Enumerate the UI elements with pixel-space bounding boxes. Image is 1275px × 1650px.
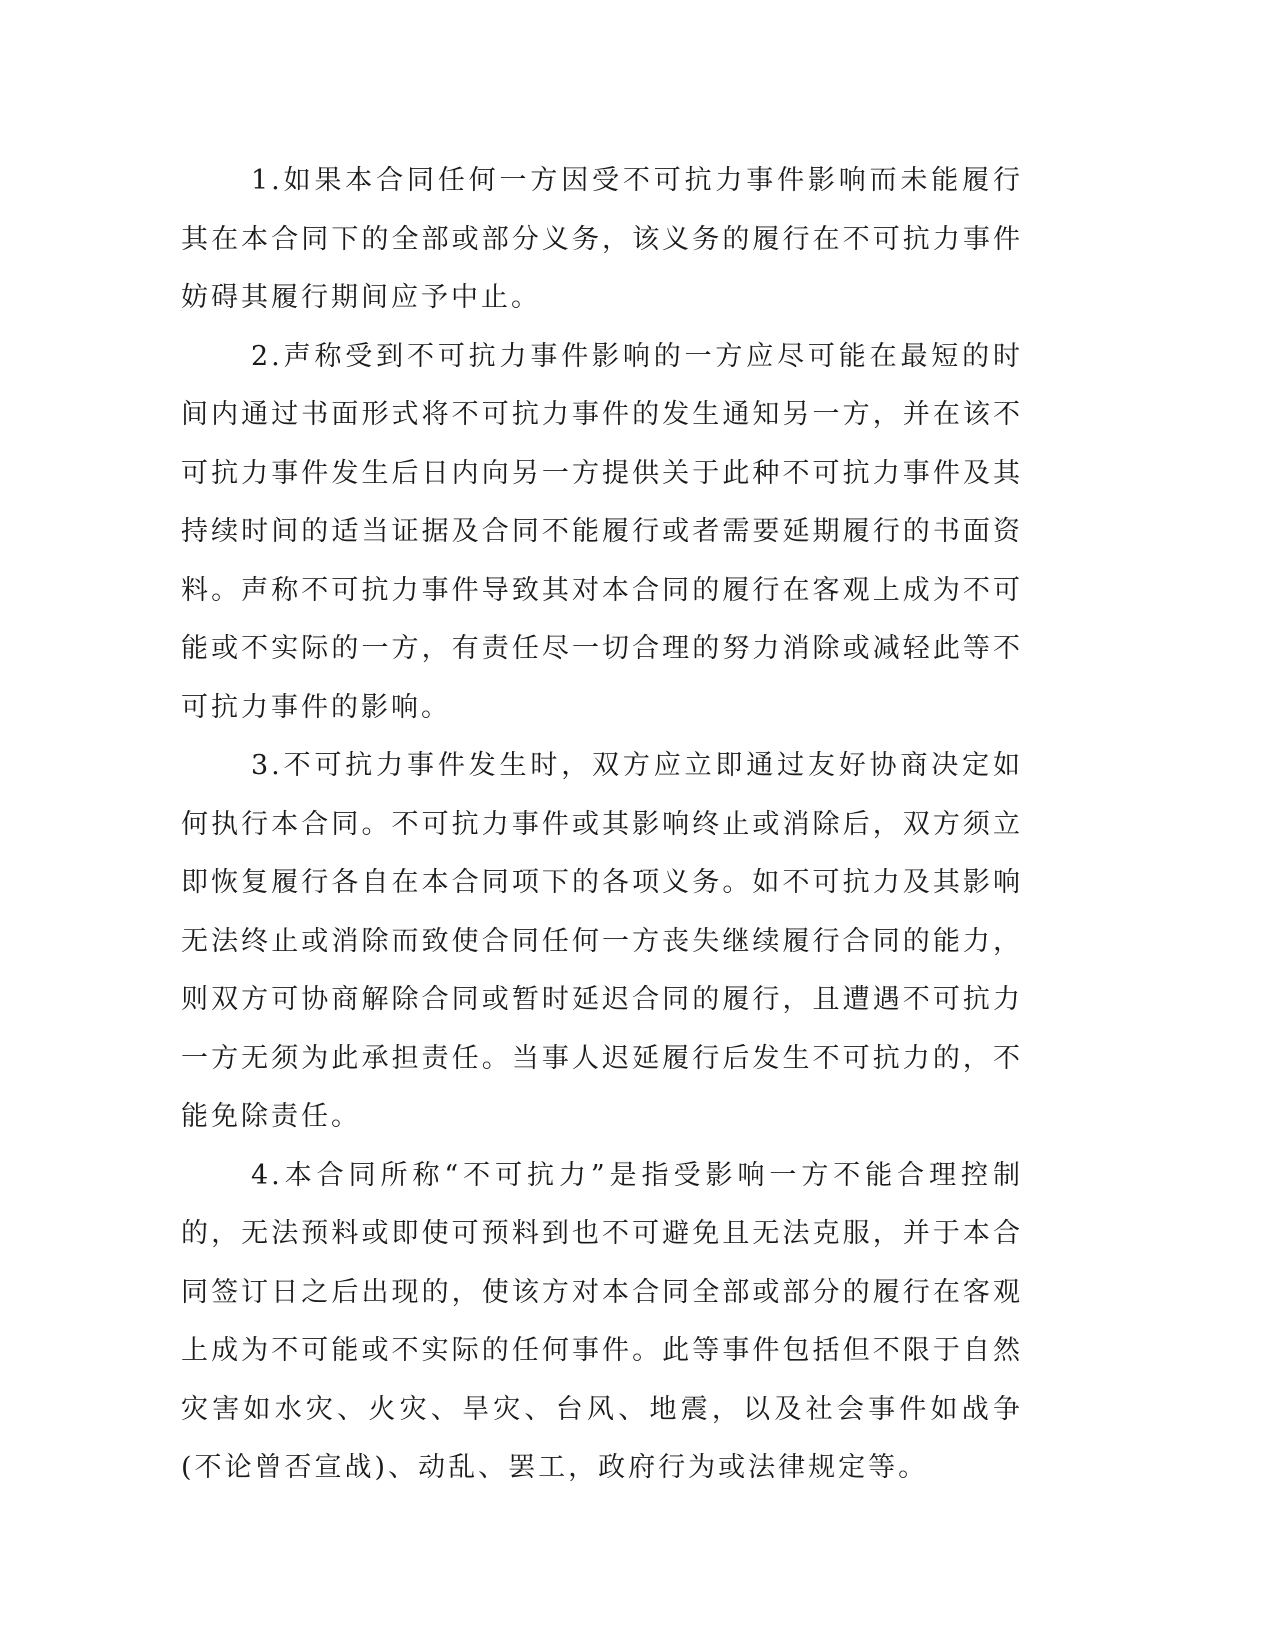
- clause-4-paragraph: 4.本合同所称“不可抗力”是指受影响一方不能合理控制的，无法预料或即使可预料到也不可避免且无法克服，并于本合同签订日之后出现的，使该方对本合同全部或部分的履行在客观上成为不可能或不实际的任何事件。此等事件包括但不限于自然灾害如水灾、火灾、旱灾、台风、地震，以及社会事件如战争(不论曾否宣战)、动乱、罢工，政府行为或法律规定等。: [181, 1159, 1023, 1483]
- document-body: [181, 152, 1023, 1498]
- clause-2-paragraph: 2.声称受到不可抗力事件影响的一方应尽可能在最短的时间内通过书面形式将不可抗力事件的发生通知另一方，并在该不可抗力事件发生后日内向另一方提供关于此种不可抗力事件及其持续时间的适当证据及合同不能履行或者需要延期履行的书面资料。声称不可抗力事件导致其对本合同的履行在客观上成为不可能或不实际的一方，有责任尽一切合理的努力消除或减轻此等不可抗力事件的影响。: [181, 340, 1023, 723]
- clause-1-paragraph: 1.如果本合同任何一方因受不可抗力事件影响而未能履行其在本合同下的全部或部分义务，该义务的履行在不可抗力事件妨碍其履行期间应予中止。: [181, 165, 1023, 313]
- clause-3-paragraph: 3.不可抗力事件发生时，双方应立即通过友好协商决定如何执行本合同。不可抗力事件或其影响终止或消除后，双方须立即恢复履行各自在本合同项下的各项义务。如不可抗力及其影响无法终止或消除而致使合同任何一方丧失继续履行合同的能力，则双方可协商解除合同或暂时延迟合同的履行，且遭遇不可抗力一方无须为此承担责任。当事人迟延履行后发生不可抗力的，不能免除责任。: [181, 750, 1023, 1132]
